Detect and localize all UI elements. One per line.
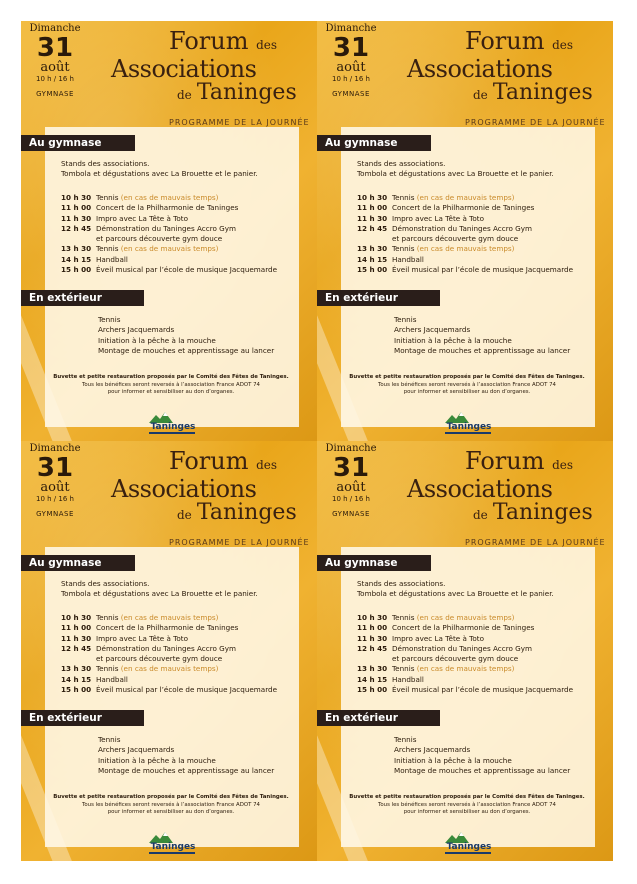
schedule-row [357, 255, 573, 265]
schedule-activity: Impro avec La Tête à Toto [96, 633, 188, 643]
activity-name: Tennis [96, 244, 119, 254]
schedule-time: 10 h 30 [61, 613, 92, 622]
poster-top-right [317, 21, 613, 441]
footer-line: Buvette et petite restauration proposés par le Comité des Fêtes de Taninges. [53, 374, 289, 380]
date-number: 31 [332, 33, 370, 63]
schedule-time: 14 h 15 [357, 674, 388, 684]
exterieur-item: Archers Jacquemards [394, 325, 471, 335]
schedule-activity: et parcours découverte gym douce [392, 654, 519, 664]
poster-footer [51, 794, 291, 817]
schedule-row [357, 224, 573, 234]
gymnase-schedule [357, 193, 573, 275]
schedule-time [357, 234, 392, 244]
schedule-activity: Handball [96, 254, 128, 264]
schedule-row [61, 203, 277, 213]
date-place: GYMNASE [36, 510, 74, 518]
activity-note: (en cas de mauvais temps) [416, 193, 515, 202]
poster-title [111, 447, 317, 527]
title-de: de [473, 88, 488, 102]
title-taninges: Taninges [492, 80, 593, 105]
section-exterieur: En extérieur [317, 290, 440, 306]
taninges-logo [143, 830, 203, 856]
logo-underline [445, 432, 491, 434]
schedule-time: 12 h 45 [357, 643, 388, 653]
schedule-time: 11 h 30 [357, 633, 388, 643]
title-forum: Forum [169, 27, 249, 55]
footer-line: Buvette et petite restauration proposés par le Comité des Fêtes de Taninges. [53, 794, 289, 800]
section-gymnase: Au gymnase [317, 555, 431, 571]
activity-name: Tennis [96, 664, 119, 674]
title-line-3 [413, 81, 613, 107]
exterieur-item: Initiation à la pêche à la mouche [394, 335, 512, 345]
title-line-1 [413, 449, 613, 477]
logo-text: Taninges [446, 422, 492, 432]
exterieur-item: Tennis [98, 735, 121, 744]
schedule-activity: Handball [392, 674, 424, 684]
intro-line: Stands des associations. [357, 579, 446, 588]
poster-top-left [21, 21, 317, 441]
title-line-1 [117, 449, 317, 477]
footer-line: pour informer et sensibiliser au don d’organes. [403, 389, 531, 395]
gymnase-schedule [61, 193, 277, 275]
poster-footer [347, 794, 587, 817]
gymnase-intro [61, 159, 258, 179]
schedule-time: 15 h 00 [357, 685, 388, 695]
section-exterieur: En extérieur [317, 710, 440, 726]
exterieur-item: Tennis [394, 735, 417, 744]
schedule-row [357, 654, 573, 664]
gymnase-schedule [357, 613, 573, 695]
title-des: des [256, 458, 278, 472]
exterieur-item: Archers Jacquemards [394, 745, 471, 755]
date-day: Dimanche [29, 443, 81, 454]
date-day: Dimanche [325, 23, 377, 34]
title-de: de [177, 508, 192, 522]
title-line-3 [117, 501, 317, 527]
date-hours: 10 h / 16 h [36, 495, 74, 503]
schedule-row [61, 623, 277, 633]
schedule-row [61, 265, 277, 275]
activity-note: (en cas de mauvais temps) [120, 193, 219, 202]
intro-line: Stands des associations. [61, 159, 150, 168]
title-des: des [552, 38, 574, 52]
schedule-activity: Éveil musical par l’école de musique Jacquemarde [392, 265, 574, 275]
logo-text: Taninges [150, 422, 196, 432]
title-des: des [552, 458, 574, 472]
exterieur-item: Archers Jacquemards [98, 745, 175, 755]
schedule-row [61, 255, 277, 265]
logo-underline [149, 852, 195, 854]
programme-heading: PROGRAMME DE LA JOURNÉE [465, 538, 606, 547]
schedule-time: 11 h 30 [61, 633, 92, 643]
taninges-logo [439, 410, 499, 436]
date-hours: 10 h / 16 h [332, 75, 370, 83]
poster-title [111, 27, 317, 107]
poster-footer [347, 374, 587, 397]
section-exterieur: En extérieur [21, 290, 144, 306]
intro-line: Tombola et dégustations avec La Brouette et le panier. [357, 589, 554, 598]
schedule-activity [96, 664, 218, 674]
activity-name: Tennis [392, 244, 415, 254]
taninges-logo [143, 410, 203, 436]
title-taninges: Taninges [492, 500, 593, 525]
gymnase-intro [357, 579, 554, 599]
section-gymnase: Au gymnase [317, 135, 431, 151]
schedule-time: 12 h 45 [61, 643, 92, 653]
schedule-time [61, 654, 96, 664]
date-block [323, 23, 379, 99]
schedule-row [61, 244, 277, 254]
schedule-row [357, 203, 573, 213]
gymnase-schedule [61, 613, 277, 695]
schedule-activity: Concert de la Philharmonie de Taninges [96, 203, 239, 213]
date-block [323, 443, 379, 519]
date-number: 31 [36, 33, 74, 63]
schedule-time: 11 h 30 [357, 213, 388, 223]
footer-line: Tous les bénéfices seront reversés à l’association France ADOT 74 [377, 801, 556, 808]
date-place: GYMNASE [36, 90, 74, 98]
schedule-time: 11 h 00 [61, 623, 92, 633]
title-associations: Associations [407, 475, 553, 503]
schedule-activity: et parcours découverte gym douce [96, 234, 223, 244]
gymnase-intro [61, 579, 258, 599]
schedule-row [357, 214, 573, 224]
schedule-time: 14 h 15 [61, 674, 92, 684]
footer-line: Tous les bénéfices seront reversés à l’association France ADOT 74 [377, 381, 556, 388]
schedule-time: 15 h 00 [357, 265, 388, 275]
schedule-time: 14 h 15 [61, 254, 92, 264]
programme-heading: PROGRAMME DE LA JOURNÉE [169, 538, 310, 547]
schedule-row [357, 244, 573, 254]
schedule-time [357, 654, 392, 664]
schedule-activity [392, 244, 514, 254]
schedule-time: 11 h 00 [61, 203, 92, 213]
activity-name: Tennis [392, 193, 415, 202]
programme-heading: PROGRAMME DE LA JOURNÉE [465, 118, 606, 127]
schedule-time: 14 h 15 [357, 254, 388, 264]
section-gymnase: Au gymnase [21, 555, 135, 571]
exterieur-item: Montage de mouches et apprentissage au lancer [394, 345, 571, 355]
schedule-time: 11 h 30 [61, 213, 92, 223]
title-taninges: Taninges [196, 500, 297, 525]
programme-heading: PROGRAMME DE LA JOURNÉE [169, 118, 310, 127]
schedule-row [357, 675, 573, 685]
print-sheet [21, 21, 613, 862]
date-number: 31 [332, 453, 370, 483]
schedule-row [357, 613, 573, 623]
schedule-row [61, 685, 277, 695]
schedule-time: 15 h 00 [61, 265, 92, 275]
schedule-activity: Démonstration du Taninges Accro Gym [392, 643, 533, 653]
schedule-time: 13 h 30 [357, 244, 388, 254]
date-day: Dimanche [29, 23, 81, 34]
activity-note: (en cas de mauvais temps) [120, 664, 219, 674]
activity-note: (en cas de mauvais temps) [416, 613, 515, 622]
intro-line: Stands des associations. [61, 579, 150, 588]
schedule-time: 15 h 00 [61, 685, 92, 695]
schedule-row [357, 623, 573, 633]
activity-name: Tennis [96, 193, 119, 202]
date-place: GYMNASE [332, 510, 370, 518]
date-day: Dimanche [325, 443, 377, 454]
date-number: 31 [36, 453, 74, 483]
exterieur-item: Initiation à la pêche à la mouche [98, 335, 216, 345]
title-de: de [177, 88, 192, 102]
intro-line: Tombola et dégustations avec La Brouette et le panier. [61, 169, 258, 178]
schedule-row [61, 634, 277, 644]
poster-title [407, 447, 613, 527]
schedule-row [357, 234, 573, 244]
date-block [27, 23, 83, 99]
schedule-activity: Éveil musical par l’école de musique Jacquemarde [96, 265, 278, 275]
activity-name: Tennis [96, 613, 119, 622]
schedule-time: 13 h 30 [61, 664, 92, 674]
exterieur-item: Montage de mouches et apprentissage au lancer [98, 345, 275, 355]
title-line-1 [117, 29, 317, 57]
exterieur-item: Montage de mouches et apprentissage au lancer [98, 765, 275, 775]
schedule-activity: et parcours découverte gym douce [96, 654, 223, 664]
schedule-row [61, 224, 277, 234]
schedule-activity [392, 193, 514, 203]
footer-line: Buvette et petite restauration proposés par le Comité des Fêtes de Taninges. [349, 794, 585, 800]
schedule-activity: Démonstration du Taninges Accro Gym [96, 643, 237, 653]
footer-line: pour informer et sensibiliser au don d’organes. [403, 809, 531, 815]
schedule-activity: Démonstration du Taninges Accro Gym [96, 223, 237, 233]
schedule-row [61, 675, 277, 685]
logo-underline [445, 852, 491, 854]
activity-name: Tennis [392, 664, 415, 674]
schedule-row [61, 654, 277, 664]
exterieur-item: Tennis [394, 315, 417, 324]
exterieur-item: Initiation à la pêche à la mouche [394, 755, 512, 765]
schedule-row [61, 613, 277, 623]
schedule-time: 11 h 00 [357, 203, 388, 213]
schedule-row [61, 234, 277, 244]
date-block [27, 443, 83, 519]
title-line-3 [413, 501, 613, 527]
schedule-time: 10 h 30 [357, 613, 388, 622]
exterieur-list [394, 735, 570, 776]
date-place: GYMNASE [332, 90, 370, 98]
exterieur-list [98, 315, 274, 356]
schedule-activity: Démonstration du Taninges Accro Gym [392, 223, 533, 233]
schedule-row [357, 265, 573, 275]
date-month: août [40, 480, 70, 495]
section-exterieur: En extérieur [21, 710, 144, 726]
schedule-activity: Impro avec La Tête à Toto [392, 633, 484, 643]
exterieur-item: Initiation à la pêche à la mouche [98, 755, 216, 765]
intro-line: Tombola et dégustations avec La Brouette et le panier. [357, 169, 554, 178]
schedule-activity: Concert de la Philharmonie de Taninges [392, 623, 535, 633]
intro-line: Tombola et dégustations avec La Brouette et le panier. [61, 589, 258, 598]
activity-name: Tennis [392, 613, 415, 622]
schedule-activity: Éveil musical par l’école de musique Jacquemarde [392, 685, 574, 695]
exterieur-item: Montage de mouches et apprentissage au lancer [394, 765, 571, 775]
schedule-activity [96, 244, 218, 254]
title-line-3 [117, 81, 317, 107]
date-month: août [336, 60, 366, 75]
schedule-time: 10 h 30 [357, 193, 388, 202]
schedule-row [357, 685, 573, 695]
title-line-1 [413, 29, 613, 57]
footer-line: Buvette et petite restauration proposés par le Comité des Fêtes de Taninges. [349, 374, 585, 380]
footer-line: pour informer et sensibiliser au don d’organes. [107, 809, 235, 815]
schedule-time [61, 234, 96, 244]
schedule-time: 10 h 30 [61, 193, 92, 202]
schedule-activity: Impro avec La Tête à Toto [96, 213, 188, 223]
schedule-time: 13 h 30 [357, 664, 388, 674]
exterieur-list [394, 315, 570, 356]
schedule-row [357, 644, 573, 654]
title-associations: Associations [407, 55, 553, 83]
exterieur-item: Archers Jacquemards [98, 325, 175, 335]
poster-bottom-left [21, 441, 317, 861]
poster-bottom-right [317, 441, 613, 861]
schedule-activity: Handball [96, 674, 128, 684]
date-hours: 10 h / 16 h [332, 495, 370, 503]
poster-footer [51, 374, 291, 397]
schedule-activity [392, 664, 514, 674]
schedule-activity: Impro avec La Tête à Toto [392, 213, 484, 223]
schedule-row [61, 214, 277, 224]
schedule-activity [96, 613, 218, 623]
schedule-time: 12 h 45 [61, 223, 92, 233]
footer-line: pour informer et sensibiliser au don d’organes. [107, 389, 235, 395]
activity-note: (en cas de mauvais temps) [120, 244, 219, 254]
schedule-activity: Éveil musical par l’école de musique Jacquemarde [96, 685, 278, 695]
activity-note: (en cas de mauvais temps) [416, 244, 515, 254]
schedule-activity: Concert de la Philharmonie de Taninges [96, 623, 239, 633]
title-associations: Associations [111, 475, 257, 503]
poster-title [407, 27, 613, 107]
taninges-logo [439, 830, 499, 856]
title-taninges: Taninges [196, 80, 297, 105]
footer-line: Tous les bénéfices seront reversés à l’association France ADOT 74 [81, 381, 260, 388]
title-associations: Associations [111, 55, 257, 83]
logo-text: Taninges [446, 842, 492, 852]
schedule-activity: Handball [392, 254, 424, 264]
exterieur-list [98, 735, 274, 776]
schedule-activity: Concert de la Philharmonie de Taninges [392, 203, 535, 213]
schedule-time: 11 h 00 [357, 623, 388, 633]
logo-underline [149, 432, 195, 434]
intro-line: Stands des associations. [357, 159, 446, 168]
section-gymnase: Au gymnase [21, 135, 135, 151]
schedule-time: 12 h 45 [357, 223, 388, 233]
schedule-row [61, 193, 277, 203]
exterieur-item: Tennis [98, 315, 121, 324]
footer-line: Tous les bénéfices seront reversés à l’association France ADOT 74 [81, 801, 260, 808]
date-hours: 10 h / 16 h [36, 75, 74, 83]
title-forum: Forum [169, 447, 249, 475]
schedule-time: 13 h 30 [61, 244, 92, 254]
schedule-row [357, 634, 573, 644]
schedule-activity: et parcours découverte gym douce [392, 234, 519, 244]
title-forum: Forum [465, 447, 545, 475]
schedule-row [357, 664, 573, 674]
activity-note: (en cas de mauvais temps) [120, 613, 219, 622]
title-forum: Forum [465, 27, 545, 55]
title-de: de [473, 508, 488, 522]
schedule-activity [392, 613, 514, 623]
schedule-row [357, 193, 573, 203]
schedule-row [61, 664, 277, 674]
activity-note: (en cas de mauvais temps) [416, 664, 515, 674]
title-des: des [256, 38, 278, 52]
gymnase-intro [357, 159, 554, 179]
date-month: août [336, 480, 366, 495]
schedule-activity [96, 193, 218, 203]
schedule-row [61, 644, 277, 654]
logo-text: Taninges [150, 842, 196, 852]
date-month: août [40, 60, 70, 75]
